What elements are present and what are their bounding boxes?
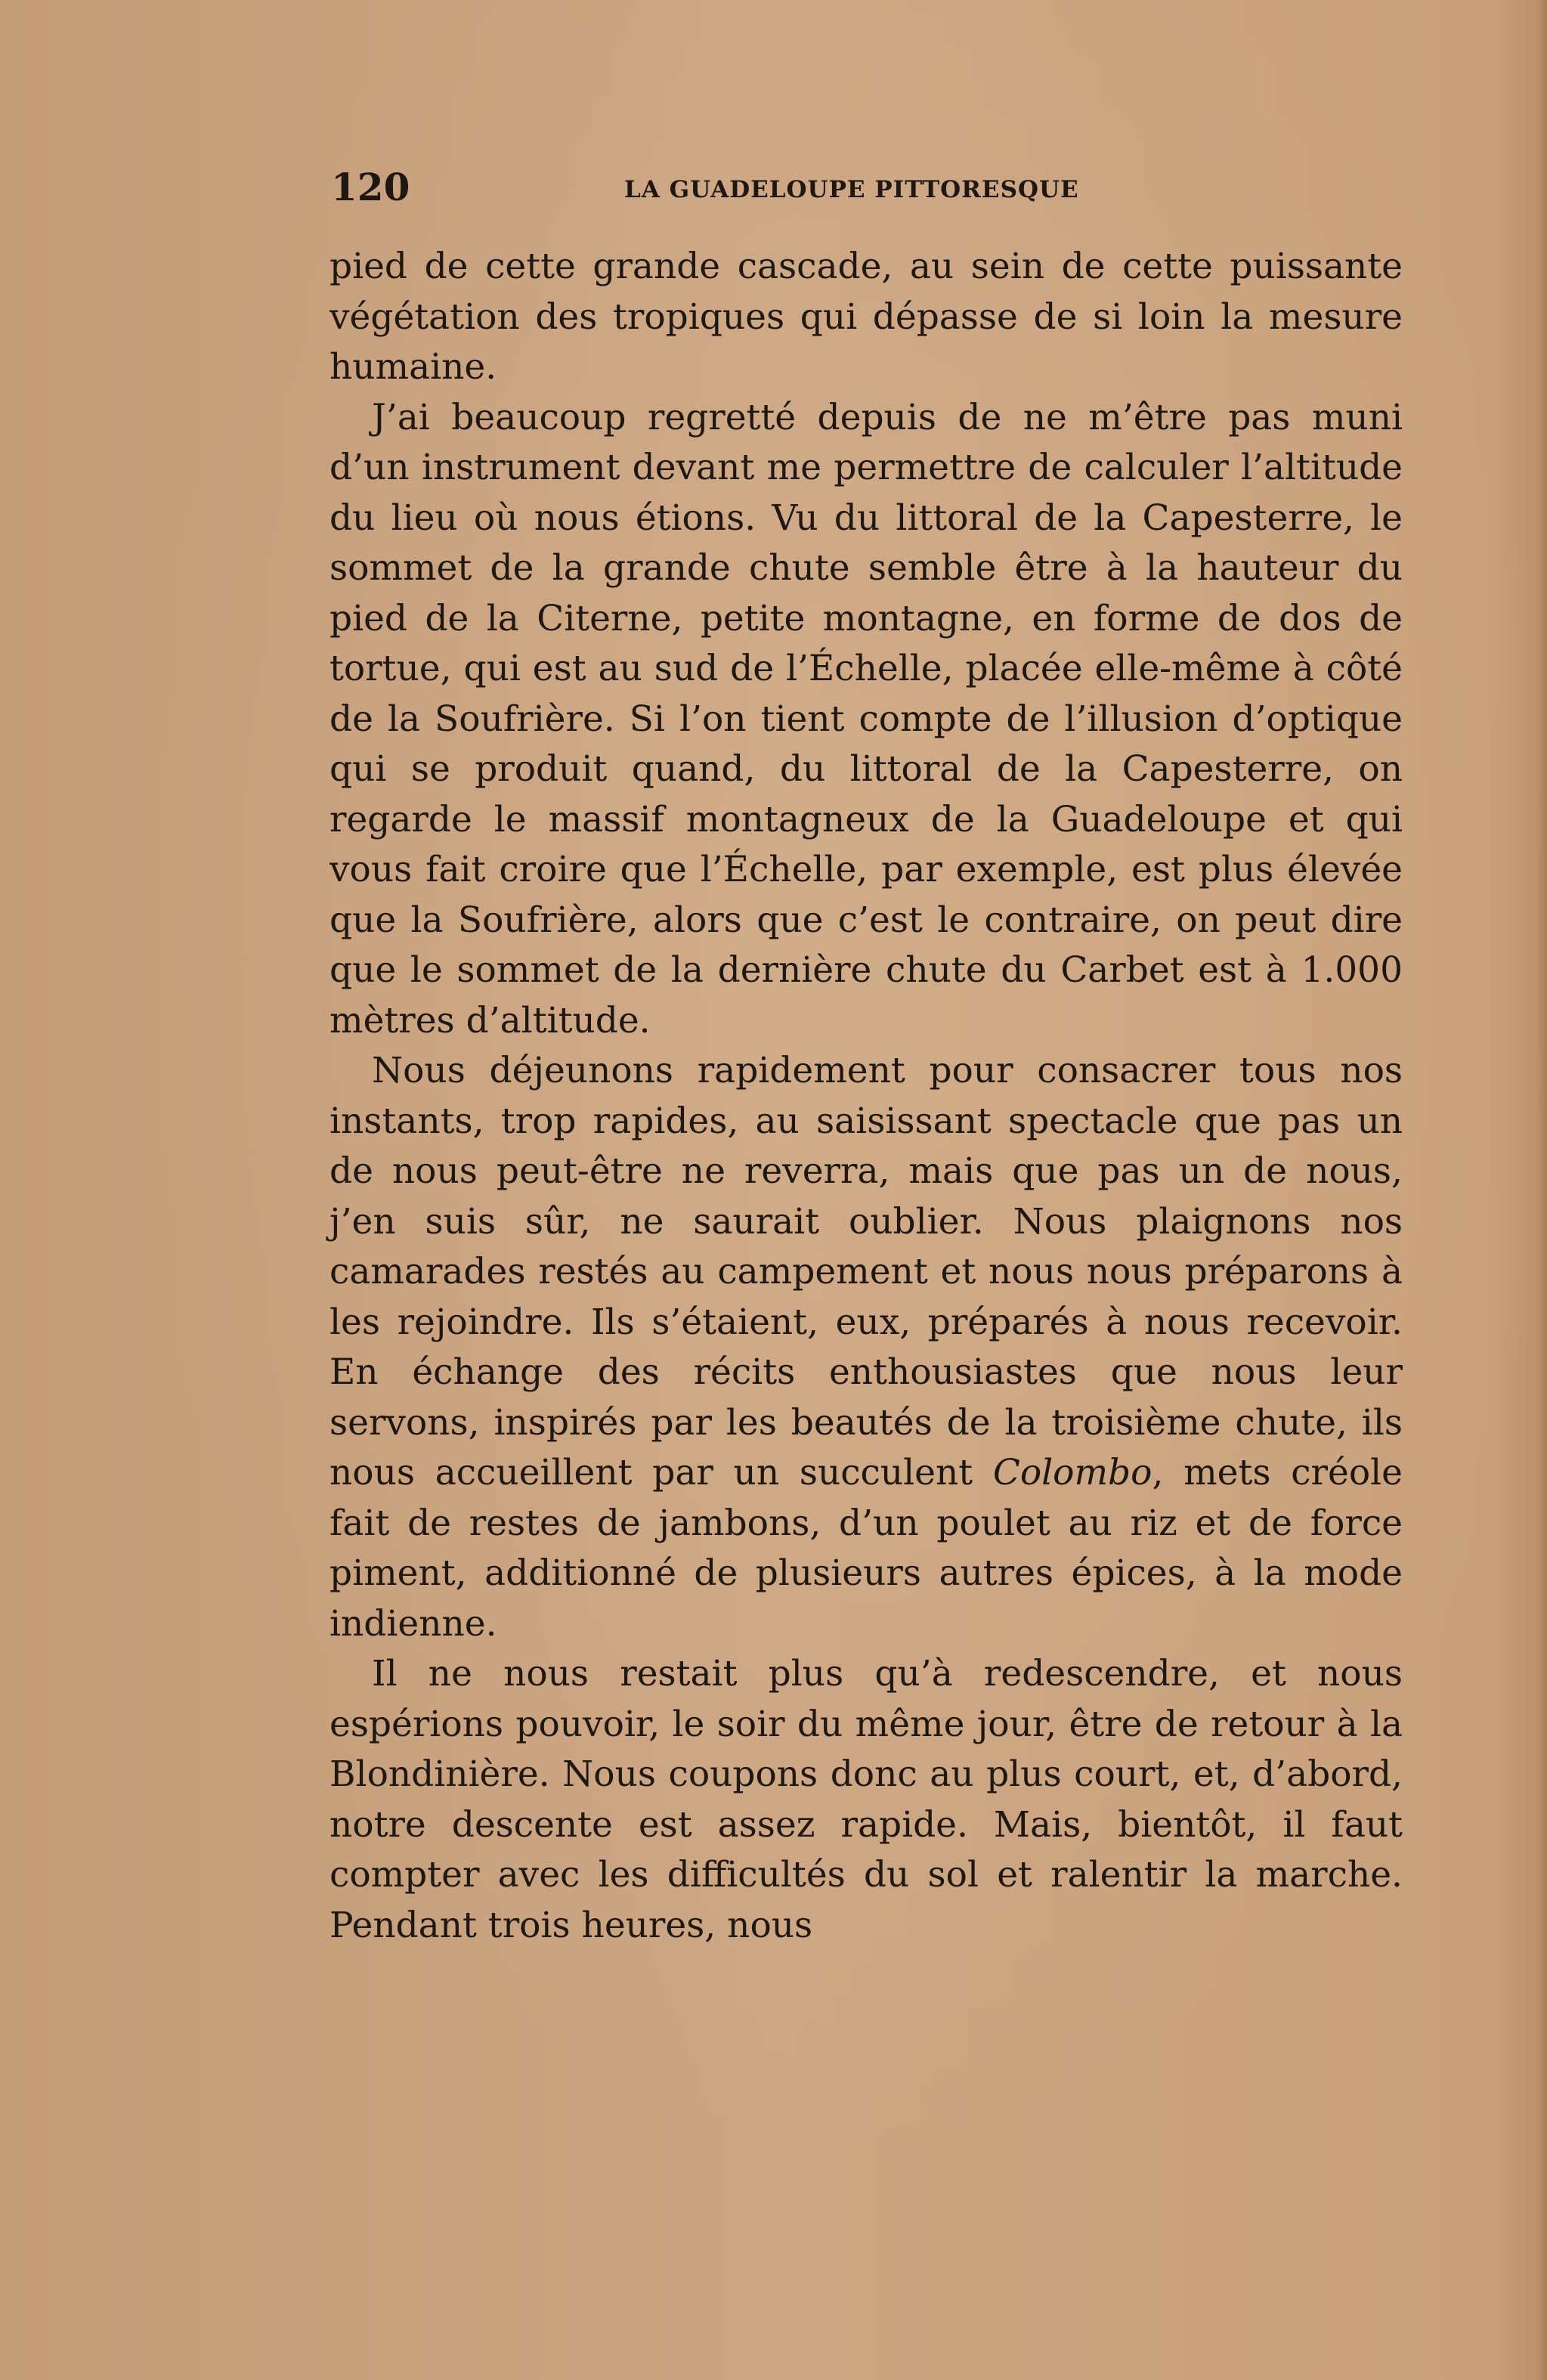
page-edge-shadow: [1536, 0, 1547, 2380]
paragraph-4: Il ne nous restait plus qu’à redescendre, et nous espérions pouvoir, le soir du même jour, être de retour à la Blondinière. Nous coupons donc au plus court, et, d’abord, notre descente est assez rapide. Mais, bientôt, il faut compter avec les difficultés du sol et ralentir la marche. Pendant trois heures, nous: [330, 1653, 1403, 1946]
dish-name-italic: Colombo: [992, 1452, 1153, 1493]
paragraph-3: [330, 1046, 1403, 1649]
running-title: LA GUADELOUPE PITTORESQUE: [624, 176, 1079, 203]
paragraph-1: pied de cette grande cascade, au sein de cette puissante végétation des tropiques qui dépasse de si loin la mesure humaine.: [330, 246, 1403, 388]
paragraph-3-text-before: Nous déjeunons rapidement pour consacrer tous nos instants, trop rapides, au saisissant spectacle que pas un de nous peut-être ne reverra, mais que pas un de nous, j’en suis sûr, ne saurait oublier. Nous plaignons nos camarades restés au campement et nous nous préparons à les rejoindre. Ils s’étaient, eux, préparés à nous recevoir. En échange des récits enthousiastes que nous leur servons, inspirés par les beautés de la troisième chute, ils nous accueillent par un succulent: [330, 1050, 1403, 1493]
body-text: [330, 242, 1403, 1951]
page-header: [331, 165, 1404, 210]
page-number: 120: [331, 165, 410, 209]
paragraph-3-text-after: , mets créole fait de restes de jambons, d’un poulet au riz et de force piment, additionné de plusieurs autres épices, à la mode indienne.: [330, 1452, 1403, 1645]
paragraph-2: J’ai beaucoup regretté depuis de ne m’être pas muni d’un instrument devant me permettre de calculer l’altitude du lieu où nous étions. Vu du littoral de la Capesterre, le sommet de la grande chute semble être à la hauteur du pied de la Citerne, petite montagne, en forme de dos de tortue, qui est au sud de l’Échelle, placée elle-même à côté de la Soufrière. Si l’on tient compte de l’illusion d’optique qui se produit quand, du littoral de la Capesterre, on regarde le massif montagneux de la Guadeloupe et qui vous fait croire que l’Échelle, par exemple, est plus élevée que la Soufrière, alors que c’est le contraire, on peut dire que le sommet de la dernière chute du Carbet est à 1.000 mètres d’altitude.: [330, 396, 1403, 1041]
